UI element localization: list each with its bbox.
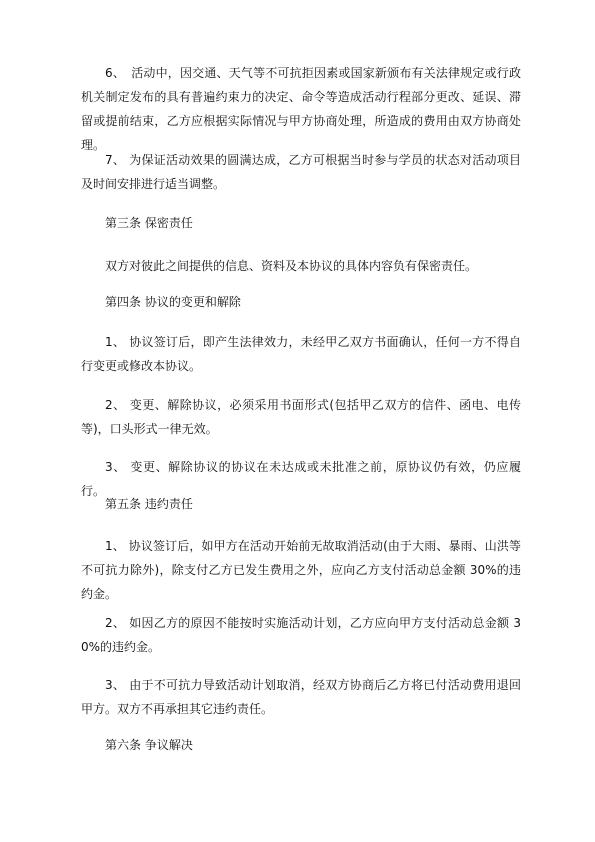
- clause-5-item-2: 2、 如因乙方的原因不能按时实施活动计划，乙方应向甲方支付活动总金额 30%的违约金。: [81, 616, 521, 654]
- section-heading-article-4: 第四条 协议的变更和解除: [105, 295, 241, 309]
- clause-4-item-3: 3、 变更、解除协议的协议在未达成或未批准之前，原协议仍有效，仍应履行。: [81, 460, 521, 498]
- clause-5-item-3: 3、 由于不可抗力导致活动计划取消，经双方协商后乙方将已付活动费用退回甲方。双方不再承担其它违约责任。: [81, 678, 521, 716]
- clause-2-item-6: 6、 活动中，因交通、天气等不可抗拒因素或国家新颁布有关法律规定或行政机关制定发布的具有普遍约束力的决定、命令等造成活动行程部分更改、延误、滞留或提前结束，乙方应根据实际情况与甲方协商处理，所造成的费用由双方协商处理。: [81, 66, 521, 152]
- clause-4-item-2: 2、 变更、解除协议，必须采用书面形式(包括甲乙双方的信件、函电、电传等)，口头形式一律无效。: [81, 398, 521, 436]
- clause-4-item-1: 1、 协议签订后，即产生法律效力，未经甲乙双方书面确认，任何一方不得自行变更或修改本协议。: [81, 335, 521, 373]
- clause-5-item-1: 1、 协议签订后，如甲方在活动开始前无故取消活动(由于大雨、暴雨、山洪等不可抗力除外)，除支付乙方已发生费用之外，应向乙方支付活动总金额 30%的违约金。: [81, 539, 521, 601]
- clause-3-text: 双方对彼此之间提供的信息、资料及本协议的具体内容负有保密责任。: [105, 259, 478, 273]
- section-heading-article-5: 第五条 违约责任: [105, 497, 193, 511]
- section-heading-article-3: 第三条 保密责任: [105, 216, 193, 230]
- clause-2-item-7: 7、 为保证活动效果的圆满达成，乙方可根据当时参与学员的状态对活动项目及时间安排进行适当调整。: [81, 153, 521, 191]
- section-heading-article-6: 第六条 争议解决: [105, 738, 193, 752]
